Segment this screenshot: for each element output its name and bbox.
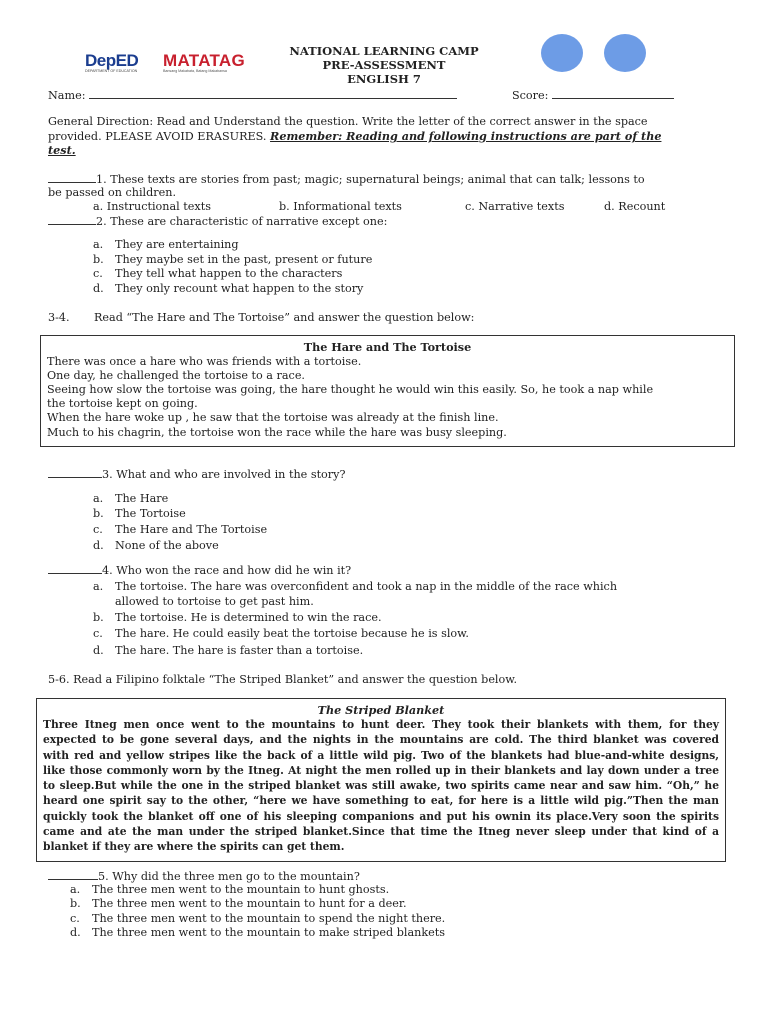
deped-logo-text: DepED: [85, 51, 139, 70]
answer-blank-3[interactable]: [48, 467, 102, 478]
passage-2-line: expected to be gone several days, and the nights in the mountains are cold. The third blanket was covered: [43, 733, 719, 747]
header-line-2: PRE-ASSESSMENT: [322, 58, 446, 72]
q5-option-d: d. The three men went to the mountain to make striped blankets: [70, 926, 445, 939]
q2-option-b: b. They maybe set in the past, present or future: [93, 253, 373, 266]
score-row: [512, 88, 674, 104]
answer-blank-5[interactable]: [48, 869, 98, 880]
passage-1-line: One day, he challenged the tortoise to a race.: [47, 369, 305, 382]
q5-option-a: a. The three men went to the mountain to hunt ghosts.: [70, 883, 390, 896]
q3-option-b: b. The Tortoise: [93, 507, 186, 520]
header-line-3: ENGLISH 7: [347, 72, 421, 86]
question-3: [48, 467, 345, 483]
q1-text: These texts are stories from past; magic; supernatural beings; animal that can talk; lessons to: [106, 173, 645, 186]
q2-option-c: c. They tell what happen to the characters: [93, 267, 343, 280]
passage-1-box: [40, 335, 735, 447]
passage-2-line: to sleep.But while the one in the striped blanket was still awake, two spirits came near and saw him. “Oh,” he: [43, 779, 719, 793]
passage-2-title: The Striped Blanket: [317, 703, 445, 717]
q4-option-d: d. The hare. The hare is faster than a tortoise.: [93, 644, 364, 657]
matatag-logo-text: MATATAG: [163, 51, 246, 70]
question-2: [48, 214, 387, 230]
q4-number: 4.: [102, 564, 113, 577]
passage-1-line: Much to his chagrin, the tortoise won the race while the hare was busy sleeping.: [47, 426, 507, 439]
answer-blank-2[interactable]: [48, 214, 96, 225]
answer-blank-1[interactable]: [48, 172, 96, 183]
q3-text: What and who are involved in the story?: [112, 468, 346, 481]
passage-2-intro: 5-6. Read a Filipino folktale “The Striped Blanket” and answer the question below.: [48, 673, 518, 686]
passage-2-box: [36, 698, 726, 862]
q1-number: 1.: [96, 173, 107, 186]
q5-option-b: b. The three men went to the mountain to hunt for a deer.: [70, 897, 407, 910]
name-label: Name:: [48, 89, 86, 102]
score-label: Score:: [512, 89, 549, 102]
passage-1-number: 3-4.: [48, 311, 70, 324]
passage-1-line: Seeing how slow the tortoise was going, the hare thought he would win this easily. So, he took a nap while: [47, 383, 654, 396]
q4-option-a-continued: allowed to tortoise to get past him.: [115, 595, 314, 608]
q5-option-c: c. The three men went to the mountain to spend the night there.: [70, 912, 446, 925]
passage-2-line: quickly took the blanket off one of his sleeping companions and put his ownin its place.Very soon the spirits: [43, 809, 719, 823]
q3-option-a: a. The Hare: [93, 492, 169, 505]
q4-text: Who won the race and how did he win it?: [112, 564, 352, 577]
q1-option-c: c. Narrative texts: [465, 200, 565, 213]
name-row: [48, 88, 457, 104]
direction-line-1: General Direction: Read and Understand the question. Write the letter of the correct answer in the space: [48, 115, 648, 128]
q2-option-a: a. They are entertaining: [93, 238, 239, 251]
q3-option-d: d. None of the above: [93, 539, 219, 552]
passage-1-line: When the hare woke up , he saw that the tortoise was already at the finish line.: [47, 411, 499, 424]
passage-1-line: There was once a hare who was friends with a tortoise.: [47, 355, 362, 368]
question-4: [48, 563, 351, 579]
passage-2-line: came and ate the man under the striped blanket.Since that time the Itneg never sleep under that kind of a: [43, 825, 719, 839]
direction-line-3: test.: [48, 143, 76, 157]
q5-number: 5.: [98, 870, 109, 883]
passage-2-line: blanket if they are where the spirits can get them.: [43, 840, 345, 854]
deped-logo: [85, 52, 149, 74]
direction-line-2: [48, 129, 661, 145]
q1-option-a: a. Instructional texts: [93, 200, 211, 213]
q2-option-d: d. They only recount what happen to the story: [93, 282, 364, 295]
direction-plain: provided. PLEASE AVOID ERASURES.: [48, 130, 271, 143]
direction-emphasis: Remember: Reading and following instructions are part of the: [270, 129, 662, 143]
q2-text: These are characteristic of narrative except one:: [106, 215, 388, 228]
q1-option-b: b. Informational texts: [279, 200, 402, 213]
passage-1-intro: [48, 311, 474, 326]
score-field[interactable]: [552, 88, 674, 99]
header-line-1: NATIONAL LEARNING CAMP: [289, 44, 479, 58]
decorative-circle-right: [604, 34, 646, 72]
q2-number: 2.: [96, 215, 107, 228]
passage-1-intro-text: Read “The Hare and The Tortoise” and answer the question below:: [94, 311, 475, 324]
q4-option-b: b. The tortoise. He is determined to win the race.: [93, 611, 382, 624]
passage-1-title: The Hare and The Tortoise: [303, 340, 472, 354]
deped-logo-subtext: DEPARTMENT OF EDUCATION: [85, 69, 138, 73]
q4-option-c: c. The hare. He could easily beat the tortoise because he is slow.: [93, 627, 469, 640]
passage-2-line: Three Itneg men once went to the mountains to hunt deer. They took their blankets with them, for they: [43, 718, 719, 731]
answer-blank-4[interactable]: [48, 563, 102, 574]
q1-option-d: d. Recount: [604, 200, 666, 213]
q3-option-c: c. The Hare and The Tortoise: [93, 523, 268, 536]
decorative-circle-left: [541, 34, 583, 72]
q1-text-line-2: be passed on children.: [48, 186, 177, 199]
q3-number: 3.: [102, 468, 113, 481]
passage-2-body: [43, 717, 719, 855]
name-field[interactable]: [89, 88, 457, 99]
passage-2-line: heard one spirit say to the other, “here we have something to eat, for here is a little wild pig.”Then the man: [43, 794, 719, 808]
passage-2-line: with red and yellow stripes like the back of a little wild pig. Two of the blankets had blue-and-white designs,: [43, 748, 719, 762]
q4-option-a: a. The tortoise. The hare was overconfident and took a nap in the middle of the race which: [93, 580, 618, 593]
passage-2-line: like those commonly worn by the Itneg. At night the men rolled up in their blankets and lay down under a tree: [43, 763, 719, 777]
matatag-logo-subtext: Bansang Makabata, Batang Makabansa: [163, 69, 227, 73]
passage-1-line: the tortoise kept on going.: [47, 397, 198, 410]
q5-text: Why did the three men go to the mountain?: [108, 870, 360, 883]
